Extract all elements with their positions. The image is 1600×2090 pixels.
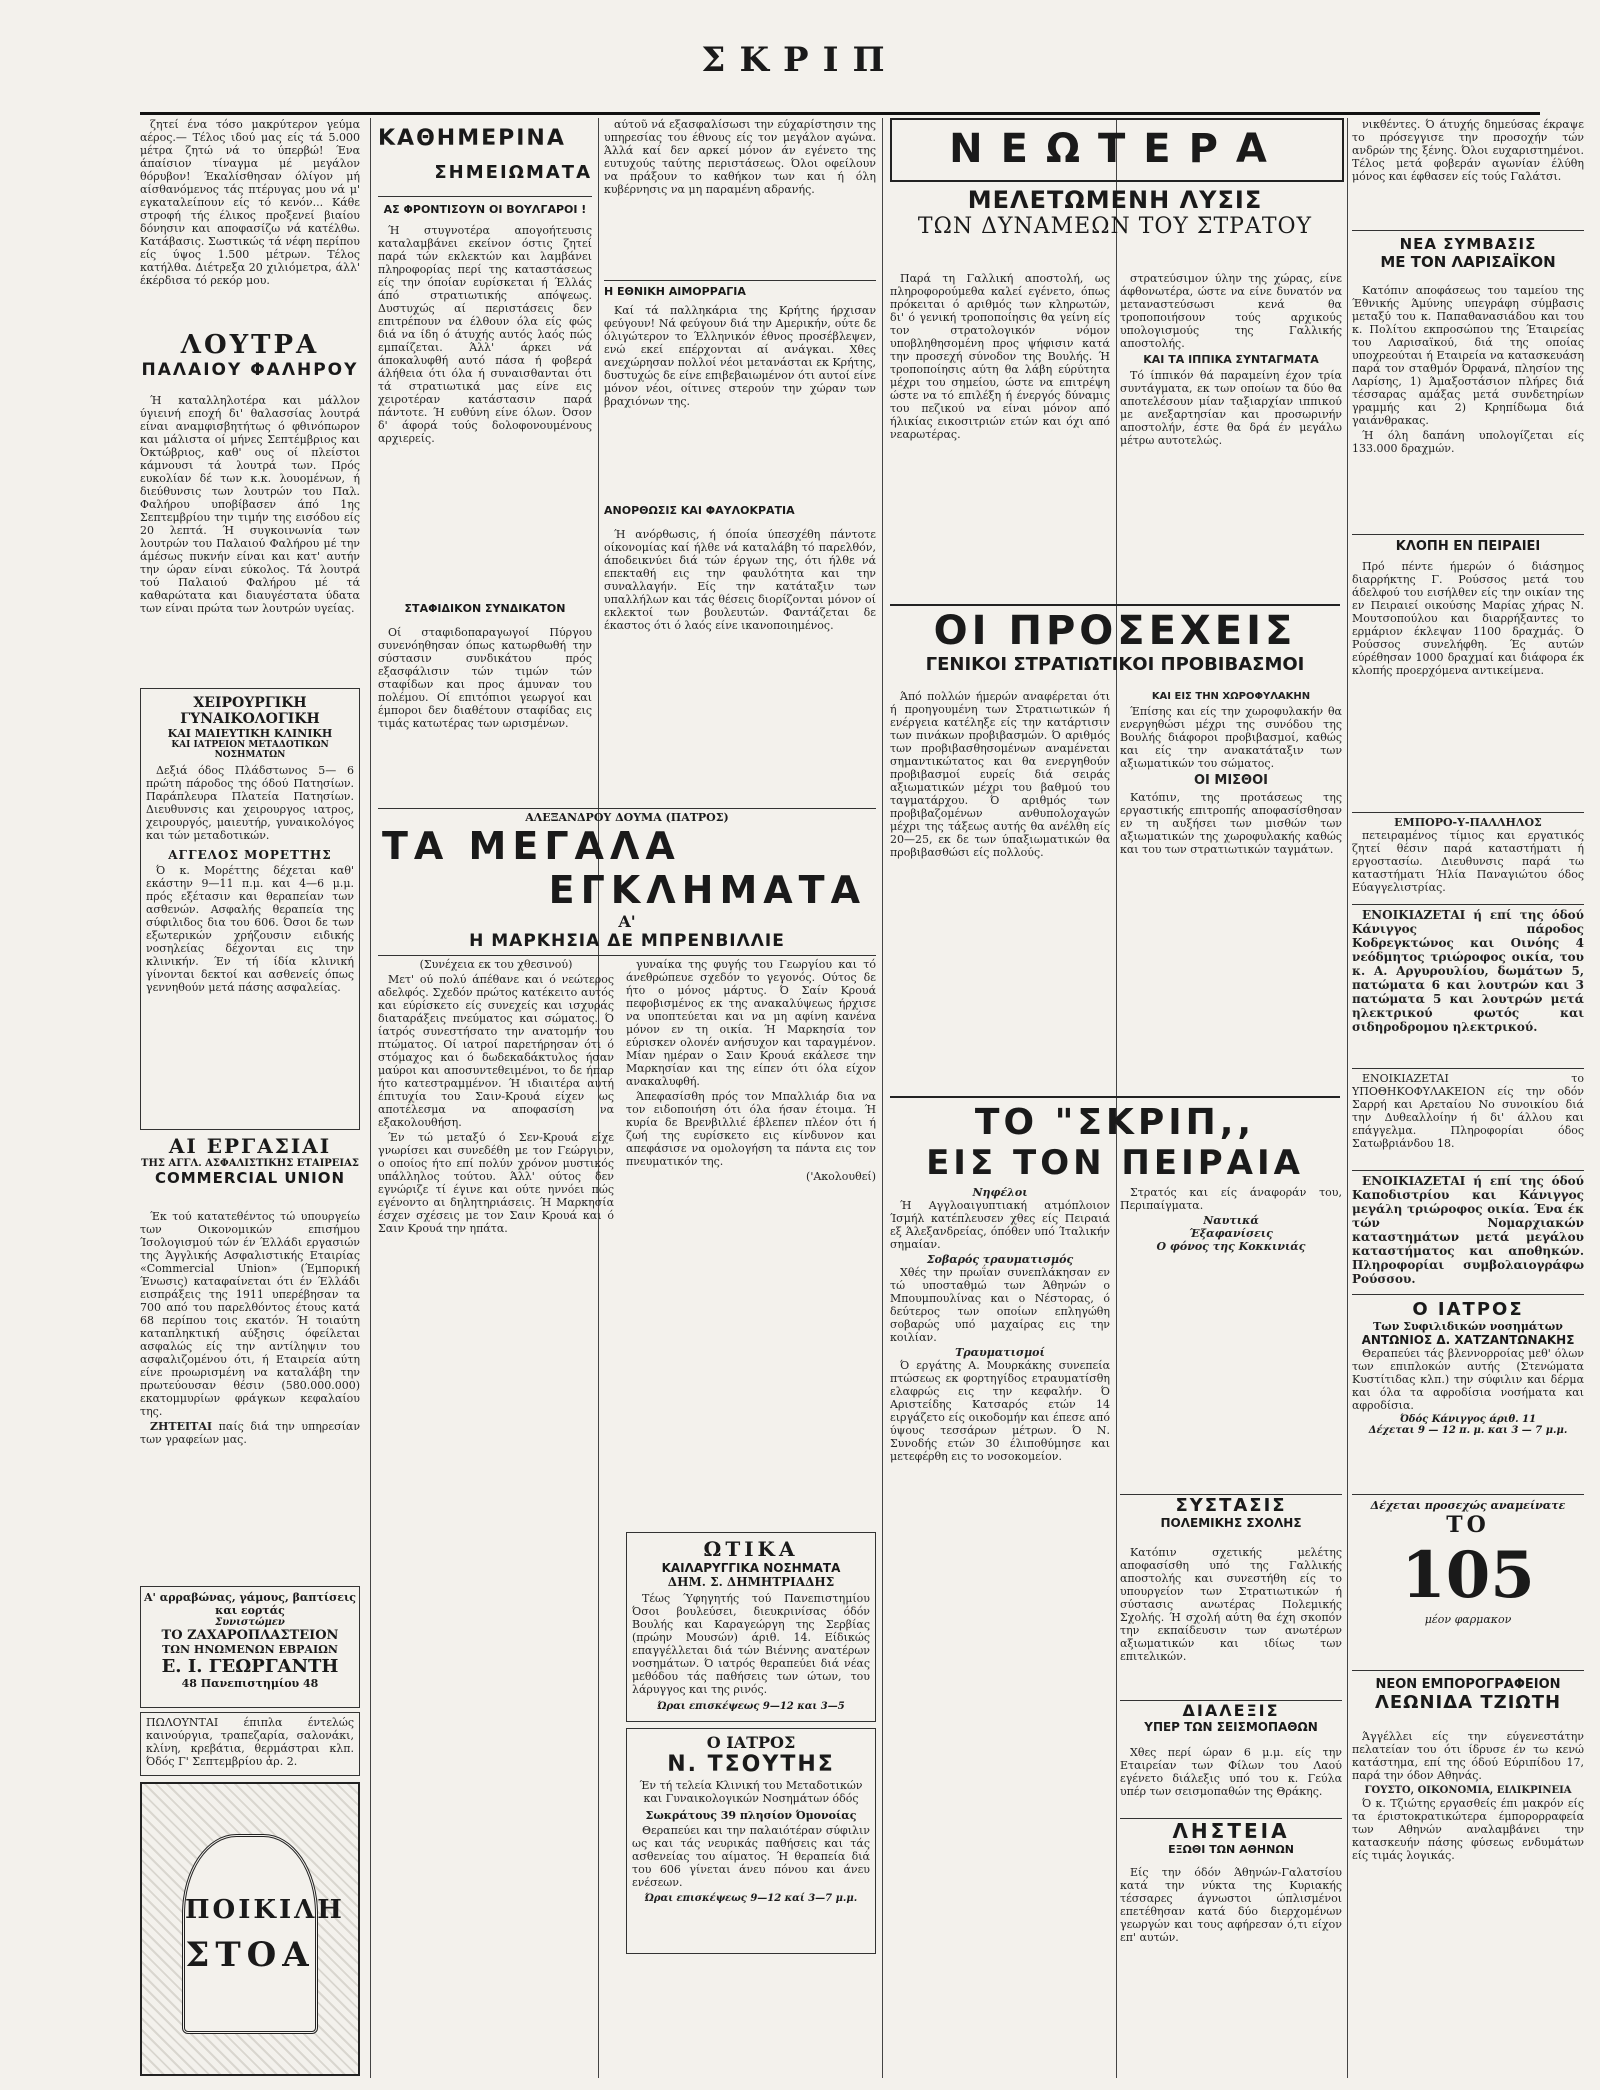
sea-label: Ναυτικά [1203,1214,1259,1227]
school-text: Κατόπιν σχετικής μελέτης αποφασίσθη υπό της Γαλλικής αποστολής και συνεστήθη είς το υπουργείον των Στρατιωτικών ή σύστασις ανωτέρας Πολεμικής Σχολής. Ή σχολή αύτη θα έχη σκοπόν την εκπαίδευσιν των ανωτέρων αξιωματικών και ιδίως των επιτελικών. [1120,1546,1342,1663]
notes-title: ΣΗΜΕΙΩΜΑΤΑ [434,162,592,183]
raisin-article [378,626,592,806]
wounded-label: Σοβαρός τραυματισμός [926,1253,1074,1266]
cafe-sub: ΤΩΝ ΗΝΩΜΕΝΩΝ ΕΒΡΑΙΩΝ [162,1643,338,1656]
newspaper-name: ΣΚΡΙΠ [701,40,899,80]
surgery-doctor-name: ΑΓΓΕΛΟΣ ΜΟΡΕΤΤΗΣ [168,848,332,862]
baths-article [140,394,360,684]
robbery-article [1120,1866,1342,1956]
blood-title: Η ΕΘΝΙΚΗ ΑΙΜΟΡΡΑΓΙΑ [604,285,746,298]
blood-article [604,304,876,500]
deal-text: Κατόπιν αποφάσεως του ταμείου της Έθνικής Άμύνης υπεγράφη σύμβασις μεταξύ του κ. Παπαθανασιάδου και του κ. Πολίτου εκπροσώπου της Έταιρείας του Λαρισαϊκού, διά της οποίας υποχρεούται ή Εταιρεία να κατασκευάση παρά τον σταθμόν Όρφανά, πλησίον της Λαρίσης, 1) Άμαξοστάσιον πλήρες διά τέσσαρας αμάξας μετά συνδετηρίων γραμμής και 2) Κρηπίδωμα διά γαιάνθρακας. [1352,284,1584,427]
study-text-b: στρατεύσιμον ύλην της χώρας, είνε άφθονωτέρα, ώστε να είνε δυνατόν να μεταναστεύσωσι κενά θα τροποποιήσουν τούς αρχικούς υπολογισμούς της Γαλλικής αποστολής. [1120,272,1342,350]
ent-doctor: ΔΗΜ. Σ. ΔΗΜΗΤΡΙΑΔΗΣ [667,1575,835,1589]
lecture-heading [1120,1700,1342,1745]
rent-ad-2 [1352,1068,1584,1167]
col6-top-article [1352,118,1584,228]
bread-text: Ή ανόρθωσις, ή όποία ύπεσχέθη πάντοτε οίκονομίας καί ήλθε νά καταλάβη τό παρελθόν, άποδεικνύει διά τών έργων της, ότι ήλθε νά επεκταθή εις την φαυλότητα και την συναλλαγήν. Είς την κατάταξιν των υπαλλήλων και τάς θέσεις διορίζονται μόνον οί εκλεκτοί των βουλευτών. Φαντάζεται δε έκαστος ότι ό λαός είνε ικανοποιημένος. [604,528,876,632]
blood-text: Καί τά παλληκάρια της Κρήτης ήρχισαν φεύγουν! Νά φεύγουν διά την Αμερικήν, ούτε δε όλιγώτερον το Έλληνικόν έθνος προσέβλεψεν, ενώ εκεί επέρχονται αί ανάγκαι. Χθες ανεχώρησαν πολλοί νέοι μετανάσται εκ Κρήτης, δυστυχώς δε είνε επιβεβαιωμένον ότι αυτοί είνε μόνον νέοι, οίτινες στερούν την χώραν των βραχιόνων της. [604,304,876,408]
study-article-left [890,272,1110,598]
raisin-heading [378,602,592,624]
works-sub: ΤΗΣ ΑΓΓΛ. ΑΣΦΑΛΙΣΤΙΚΗΣ ΕΤΑΙΡΕΙΑΣ [141,1158,359,1169]
deal-sub: ΜΕ ΤΟΝ ΛΑΡΙΣΑΪΚΟΝ [1380,253,1556,271]
study-text-a: Παρά τη Γαλλική αποστολή, ως πληροφορούμεθα καλεί εγένετο, όπως πρόκειται ό αριθμός των κληρωτών, δι' ό γενική τροποποίησις θα γείνη είς τον στρατολογικόν νόμον υποβληθησομένη προς ψήφισιν κατά την προσεχή σύνοδον της Βουλής. Ή τροποποίησις αύτη θα λάβη εύρύτητα μέχρι του σημείου, ώστε να επιτρέψη ώστε να τό επιλέξη ή ένεργός δύναμις του πεζικού να είναι μόνον από ήλικίας εικοσιτριών ετών και όχι από νεαρωτέρας. [890,272,1110,441]
cafe-address: 48 Πανεπιστημίου 48 [181,1677,319,1690]
agency-list: ΓΟΥΣΤΟ, ΟΙΚΟΝΟΜΙΑ, ΕΙΛΙΚΡΙΝΕΙΑ [1364,1785,1572,1796]
novel-text-a: Μετ' ού πολύ άπέθανε και ό νεώτερος αδελφός. Σχεδόν πρώτος κατέκειτο αυτός και εύρίσκετο είς συνεχείς και ισχυράς διαταράξεις πνεύματος και σώματος. Ό ίατρός συνεστήσατο την ανατομήν του πτώματος. Οί ιατροί παρετήρησαν ότι ό στόμαχος και ό δωδεκαδάκτυλος ήσαν μαύροι και αποσυντεθειμένοι, το δε ήπαρ ήτο κατεστραμμένον. Ή ιδιαιτέρα αυτή έπιτυχία του Σαιν-Κρουά είχεν ως αποτέλεσμα να αποφασίση να εξακολουθήση. [378,973,614,1129]
deal-article [1352,284,1584,530]
works-title: ΑΙ ΕΡΓΑΣΙΑΙ [168,1134,332,1158]
news-text: Ή Αγγλοαιγυπτιακή ατμόπλοιον Ίσμήλ κατέπλευσεν χθες είς Πειραιά εξ Άλεξανδρείας, όπόθεν υπό Ίταλικήν σημαίαν. [890,1199,1110,1251]
works-article [140,1210,360,1580]
theft-heading [1352,534,1584,557]
rent-ad-1 [1352,904,1584,1065]
tsoutis-hours: Ώραι επισκέψεως 9—12 καί 3—7 μ.μ. [644,1893,858,1904]
school-article [1120,1546,1342,1696]
agency-text: Άγγέλλει είς την εύγενεστάτην πελατείαν του ότι ίδρυσε έν τω κενώ κατάστημα, επί της όδού Εύριπίδου 17, παρά την όδον Αθηνάς. [1352,1730,1584,1782]
pharm-text: Δέχεται προσεχώς αναμείνατε [1370,1499,1566,1512]
daily-title: ΚΑΘΗΜΕΡΙΝΑ [378,126,566,151]
ent-text: Τέως Ύφηγητής τού Πανεπιστημίου Όσοι βουλεύσει, διευκρινίσας όδόν Βουλής και Καραγεώργη της Σερβίας (πρώην Μουσών) άριθ. 14. Είδικώς επαγγέλλεται διά τών Βιέννης ανατέρων νοσημάτων. Ό ιατρός θεραπεύει διά νέας μεθόδου τάς παθήσεις των ώτων, του λάρυγγος και της ρινός. [632,1592,870,1696]
fire-label: Έξαφανίσεις [1189,1227,1273,1240]
bread-title: ΑΝΟΡΘΩΣΙΣ ΚΑΙ ΦΑΥΛΟΚΡΑΤΙΑ [604,504,795,517]
column-1 [140,118,360,2078]
gendarmerie-title: ΚΑΙ ΕΙΣ ΤΗΝ ΧΩΡΟΦΥΛΑΚΗΝ [1151,691,1311,702]
novel-author: ΑΛΕΞΑΝΔΡΟΥ ΔΟΥΜΑ (ΠΑΤΡΟΣ) [378,808,876,824]
baths-subtitle: ΠΑΛΑΙΟΥ ΦΑΛΗΡΟΥ [141,360,359,380]
novel-text-b: Έν τώ μεταξύ ό Σεν-Κρουά είχε γνωρίσει και συνεδέθη με τον Γεώργιον, ο οποίος ήτο επί πολύν χρόνον μυστικός υπάλληλος τούτου. Άλλ' ούτος δεν εγνώριζε τί έγινε και ούτε ηννόει πώς εγένοντο αι δηλητηριάσεις. Ή Μαρκησία έσχεν σχέσεις με τον Σαιν Κρουά και ό Σαιν Κρουά την ηπάτα. [378,1131,614,1235]
promotions-heading [890,604,1340,686]
dr-text: Θεραπεύει τάς βλεννορροίας μεθ' όλων των επιπλοκών αυτής (Στενώματα Κυστίτιδας κλπ.) την σύφιλιν και δέρμα και όλα τα αφροδίσια νοσήματα και αφροδίσια. [1352,1347,1584,1412]
theft-text: Πρό πέντε ήμερών ό διάσημος διαρρήκτης Γ. Ρούσσος μετά του άδελφού του εισήλθεν είς την οικίαν της εν Πειραιεί οικούσης Μαρίας χήρας Ν. Μουτσοπούλου και διαρρήξαντες το ερμάριον έκλεψαν 1100 δραχμάς. Ό Ρούσσος συνελήφθη. Ές αυτών εύρέθησαν 1000 δραχμαί και διάφορα έκ κλοπής προερχόμενα αντικείμενα. [1352,560,1584,677]
skrip-piraeus-sub: ΕΙΣ ΤΟΝ ΠΕΙΡΑΙΑ [926,1143,1304,1182]
robbery-sub: ΕΞΩΘΙ ΤΩΝ ΑΘΗΝΩΝ [1168,1843,1294,1856]
gendarmerie-text: Έπίσης και είς την χωροφυλακήν θα ενεργηθώσι μέχρι της συνόδου της Βουλής διάφοροι προβιβασμοί, καθώς και είς την ανακατάταξιν των αξιωματικών του σώματος. [1120,705,1342,770]
dr-name: ΑΝΤΩΝΙΟΣ Δ. ΧΑΤΖΑΝΤΩΝΑΚΗΣ [1361,1333,1575,1347]
ent-sub: ΚΑΙΛΑΡΥΓΓΙΚΑ ΝΟΣΗΜΑΤΑ [661,1561,841,1575]
surgery-text2: Ό κ. Μορέττης δέχεται καθ' εκάστην 9—11 π.μ. και 4—6 μ.μ. πρός εξέτασιν και θεραπείαν των ασθενών. Ασφαλής θεραπεία της σύφιλιδος δια του 606. Όσοι δε των εξωτερικών χρήζουσιν ειδικής νοσηλείας δέχονται εις την κλινικήν. Έν τή ίδία κλινική γίνονται δεκτοί και ασθενείς όπως γεννηθούν μετά πάσης ασφαλείας. [146,864,354,994]
novel-subtitle: Η ΜΑΡΚΗΣΙΑ ΔΕ ΜΠΡΕΝΒΙΛΛΙΕ [469,931,785,951]
deal-cost: Ή όλη δαπάνη υπολογίζεται είς 133.000 δραχμών. [1352,429,1584,455]
agency-heading [1352,1670,1584,1727]
sale-ad [140,1712,360,1776]
promotions-article [890,690,1110,1090]
tsoutis-text1: Έν τή τελεία Κλινική του Μεταδοτικών και Γυναικολογικών Νοσημάτων όδός [639,1779,863,1805]
study-title: ΜΕΛΕΤΩΜΕΝΗ ΛΥΣΙΣ [967,186,1263,214]
rent-ad-3 [1352,1170,1584,1291]
deal-title: ΝΕΑ ΣΥΜΒΑΣΙΣ [1399,235,1537,253]
deal-heading [1352,230,1584,283]
bulgarians-article [378,224,592,596]
tsoutis-text2: Σωκράτους 39 πλησίον Όμονοίας [645,1809,857,1822]
works-company-name: COMMERCIAL UNION [154,1169,345,1187]
novel-title2: ΕΓΚΛΗΜΑΤΑ [548,868,866,912]
surgery-title: ΧΕΙΡΟΥΡΓΙΚΗ ΓΥΝΑΙΚΟΛΟΓΙΚΗ [180,695,320,727]
cavalry-text: Τό ίππικόν θά παραμείνη έχον τρία συντάγματα, εκ των οποίων τα δύο θα αποτελέσουν μίαν ταξιαρχίαν ιππικού με ανεξαρτησίαν και προσωρινήν αποστολήν, έστε θα δρά έν μεγάλω μέτρω αυτοτελώς. [1120,369,1342,447]
skrip-piraeus-heading [890,1096,1340,1182]
intro-text: ζητεί ένα τόσο μακρύτερον γεύμα αέρος.— Τέλος ιδού μας είς τά 5.000 μέτρα ζητώ νά το ύπερβώ! Ένα άπαίσιον τίναγμα μέ μεγάλον θόρυβον! Έκαλίσθησαν όλίγον μή αίσθανόμενος τάς πτέρυγας μου νά μ' εγκαταλείπουν είς τό κενόν... Κάθε στροφή τής έλικος προξενεί βιαίου δόνησιν και αποφασίζω νά κατέλθω. Κατάβασις. Σωστικώς τά νέφη περίπου είς ύψος 1.500 μέτρων. Τέλος κατήλθα. Διέτρεξα 20 χιλιόμετρα, άλλ' έκέρδισα τό ρεκόρ μου. [140,118,360,287]
tsoutis-name: Ν. ΤΣΟΥΤΗΣ [667,1752,835,1777]
surgery-sub1: ΚΑΙ ΜΑΙΕΥΤΙΚΗ ΚΛΙΝΙΚΗ [167,727,333,740]
baths-text: Ή καταλληλοτέρα και μάλλον ύγιεινή εποχή δι' θαλασσίας λουτρά είναι αναμφισβητήτως ό φθινόπωρον και μάλιστα οί μήνες Σεπτέμβριος και Όκτώβριος, καθ' ους οί πλείστοι κάμνουσι τά λουτρά των. Πρός ευκολίαν δέ των κ.κ. λουομένων, ή διεύθυνσις των λουτρών του Παλ. Φαλήρου υποβίβασεν άπό 1ης Σεπτεμβρίου την τιμήν της εισόδου είς 20 λεπτά. Ή συγκοινωνία των λουτρών του Παλαιού Φαλήρου μέ την άμέσως πυκνήν είναι και κατ' αυτήν την ώραν είναι εύκολος. Τά λουτρά τού Παλαιού Φαλήρου μέ τά καθαρώτατα και διαυγέστατα ύδατα των είναι πρώτα των λουτρών υγείας. [140,394,360,615]
intro-article [140,118,360,328]
murder-label: Ο φόνος της Κοκκινιάς [1156,1240,1306,1253]
notes-heading [378,162,592,190]
cafe-name: ΤΟ ΖΑΧΑΡΟΠΛΑΣΤΕΙΟΝ [161,1628,339,1643]
bread-heading [604,504,876,526]
work-label: Τραυματισμοί [955,1346,1045,1359]
promotions-title: ΟΙ ΠΡΟΣΕΧΕΙΣ [933,608,1297,654]
cafe-text2: Συνιστώμεν [215,1617,285,1628]
school-heading [1120,1494,1342,1543]
rent1-text: ΕΝΟΙΚΙΑΖΕΤΑΙ ή επί της όδού Κάνιγγος πάροδος Κοδρεγκτώνος και Οινόης 4 νεόδμητος τριώροφος οικία, του κ. Α. Αργυρουλίου, δωμάτων 5, πατώματα 6 και λουτρών και 3 πατώματα 5 και λουτρών μετά ηλεκτρικού φωτός και σιδηροδρομου ηλεκτρικού. [1352,908,1584,1034]
theft-article [1352,560,1584,808]
cafe-owner: Ε. Ι. ΓΕΩΡΓΑΝΤΗ [161,1656,339,1677]
pharm-number: 105 [1401,1538,1535,1613]
gendarmerie-article [1120,690,1342,1090]
poikili-stoa-ornament [140,1782,360,2076]
surgery-text: Δεξιά όδος Πλάδστωνος 5— 6 πρώτη πάροδος της όδού Πατησίων. Παράπλευρα Πλατεία Πατησίων. Διευθυνσις και χειρουργος ιατρος, χειρουργός, μαιευτήρ, γυναικολόγος και τών μεταδοτικών. [146,764,354,842]
cafe-text1: Α' αρραβώνας, γάμους, βαπτίσεις και εορτάς [144,1591,356,1617]
lecture-article [1120,1746,1342,1812]
school-sub: ΠΟΛΕΜΙΚΗΣ ΣΧΟΛΗΣ [1160,1516,1302,1530]
wounded-text: Χθές την πρωΐαν συνεπλάκησαν εν τώ υποσταθμώ των Άθηνών ο Μπουμπουλίνας και ο Νέστορας, ό δεύτερος των οποίων επληγώθη σοβαρώς υπό μαχαίρας εις την κοιλίαν. [890,1266,1110,1344]
clerk-text: πετειραμένος τίμιος και εργατικός ζητεί θέσιν παρά καταστήματι ή εργοστασίω. Διευθυνσις παρά τω καταστήματι Ήλία Παναγιώτου όδος Εύαγγελιστρίας. [1352,829,1584,894]
pay-title: ΟΙ ΜΙΣΘΟΙ [1193,773,1268,788]
pharm-to: ΤΟ [1446,1512,1490,1538]
agency-title: ΝΕΟΝ ΕΜΠΟΡΟΓΡΑΦΕΙΟΝ [1375,1677,1561,1692]
syphilis-doctor-ad [1352,1294,1584,1491]
lecture-text: Χθες περί ώραν 6 μ.μ. είς την Εταιρείαν των Φίλων του Λαού εγένετο διάλεξις υπό του κ. Γεύλα υπέρ των σεισμοπαθών της Θράκης. [1120,1746,1342,1798]
column-6 [1352,118,1584,2078]
tsoutis-label: Ο ΙΑΤΡΟΣ [706,1733,796,1752]
surgery-ad [140,688,360,1130]
novel-text-c: γυναίκα της φυγής του Γεωργίου και τό άνεθρώπευε σχεδόν το γεγονός. Ούτος δε ήτο ο μόνος μάρτυς. Ό Σαίν Κρουά πεφοβισμένος εκ της ανακαλύψεως ήρχισε να υποπτεύεται και να μη αφίνη κανένα μόνον εν τη οικία. Ή Μαρκησία τον εύρισκεν ολονέν ανήσυχον και ταραγμένον. Μίαν ημέραν ο Σαιν Κρουά εκάλεσε την Μαρκησίαν και της είπεν ότι όλα είχον ανακαλυφθή. [626,958,876,1088]
skrip-piraeus-title: ΤΟ "ΣΚΡΙΠ,, [974,1102,1256,1143]
novel-part: Α' [618,912,636,931]
ornament-line1: ΠΟΙΚΙΛΗ [185,1895,345,1925]
bulgarians-title: ΑΣ ΦΡΟΝΤΙΣΟΥΝ ΟΙ ΒΟΥΛΓΑΡΟΙ ! [383,203,587,216]
top-article [604,118,876,278]
pharm-sub: μέον φαρμακον [1424,1613,1512,1626]
lecture-title: ΔΙΑΛΕΞΙΣ [1182,1701,1280,1720]
clerk-title: ΕΜΠΟΡΟ-Υ-ΠΑΛΛΗΛΟΣ [1394,816,1542,829]
news-banner [890,118,1344,182]
novel-right-column [626,958,876,1518]
confectionery-ad [140,1586,360,1708]
study-heading [890,186,1340,266]
masthead [0,0,1600,118]
dr-label: Ο ΙΑΤΡΟΣ [1412,1299,1524,1320]
ent-hours: Ώραι επισκέψεως 9—12 και 3—5 [657,1701,845,1712]
bread-article [604,528,876,798]
novel-cont: (Συνέχεια εκ του χθεσινού) [419,958,573,971]
works-heading [140,1134,360,1206]
sale-text: ΠΩΛΟΥΝΤΑΙ έπιπλα έντελώς καινούργια, τραπεζαρία, σαλονάκι, κλίνη, κρεβάτια, θερμάστραι κλπ. Όδός Γ' Σεπτεμβρίου ἀρ. 2. [146,1716,354,1768]
piraeus-news-right [1120,1186,1342,1486]
cavalry-title: ΚΑΙ ΤΑ ΙΠΠΙΚΑ ΣΥΝΤΑΓΜΑΤΑ [1143,353,1319,366]
robbery-heading [1120,1818,1342,1863]
agency-article [1352,1730,1584,2070]
study-article-right [1120,272,1342,598]
blood-heading [604,280,876,303]
column-rule [370,118,371,2078]
news-label: Νηφέλοι [972,1186,1028,1199]
rent2-text: ΕΝΟΙΚΙΑΖΕΤΑΙ το ΥΠΟΘΗΚΟΦΥΛΑΚΕΙΟΝ είς την οδόν Σαρρή και Αρεταίου Νο συνοικίου διά την Δυθεαλλοίην ή δι' άλλου και επάγγελμα. Πληροφορίαι όδος Σατωβριάνδου 18. [1352,1072,1584,1150]
theft-title: ΚΛΟΠΗ ΕΝ ΠΕΙΡΑΙΕΙ [1395,539,1541,554]
top-text: αύτοῦ νά εξασφαλίσωσι την εύχαρίστησιν της υπηρεσίας του έθνους είς τον μεγάλον αγώνα. Άλλά καί δεν αρκεί μόνον άν εγένετο της ευτυχούς ταύτης περιστάσεως. Όλοι οφείλουν να πράξουν το καθήκον των και ή όλη κυβέρνησις να μη παραμένη αδρανής. [604,118,876,196]
col6-top-text: νικθέντες. Ό άτυχής δημεύσας έκραψε το πρόσεγγισε την προσοχήν τών ανδρών της ξένης. Όλοι ευχαριστημένοι. Τέλος μετά φοβεράν αγωνίαν έλύθη μόνος και έφθασεν είς τούς Γαλάτσι. [1352,118,1584,183]
news-title: ΝΕΩΤΕΡΑ [949,126,1285,172]
ent-ad [626,1532,876,1722]
promotions-sub: ΓΕΝΙΚΟΙ ΣΤΡΑΤΙΩΤΙΚΟΙ ΠΡΟΒΙΒΑΣΜΟΙ [925,654,1305,675]
bulgarians-text: Ή στυγνοτέρα απογοήτευσις καταλαμβάνει εκείνον όστις ζητεί παρά τών εκλεκτών και λαμβάνει πληροφορίας περί της καταστάσεως είς την όποίαν ευρίσκεται ή Έλλάς άπό στρατιωτικής απόψεως. Δυστυχώς αί περιστάσεις δεν επιτρέπουν να έλθουν όλα είς φώς διά να ίδη ό άτυχής αυτός λαός πώς εμπαίζεται. Άλλ' άρκει νά άποκαλυφθή αυτό πάσα ή φοβερά άλήθεια ότι όλα ή συναισθανται ότι τά στρατιωτικά μας είνε εις χειροτέραν κατάστασιν παρά πάντοτε. Ή ευθύνη είνε όλων. Όσον δ' άφορά τούς δολοφονουμένους αρχιερείς. [378,224,592,445]
bulgarians-heading [378,196,592,221]
school-title: ΣΥΣΤΑΣΙΣ [1175,1495,1287,1516]
robbery-title: ΛΗΣΤΕΙΑ [1172,1819,1290,1843]
piraeus-news-left [890,1186,1110,1956]
raisin-title: ΣΤΑΦΙΔΙΚΟΝ ΣΥΝΔΙΚΑΤΟΝ [404,602,566,615]
dr-hours: Δέχεται 9 — 12 π. μ. και 3 — 7 μ.μ. [1368,1425,1568,1436]
dr-address: Όδός Κάνιγγος άριθ. 11 [1399,1414,1537,1425]
agency-name: ΛΕΩΝΙΔΑ ΤΖΙΩΤΗ [1374,1692,1562,1713]
wanted-text: παίς διά την υπηρεσίαν των γραφείων μας. [140,1420,360,1446]
rent3-text: ΕΝΟΙΚΙΑΖΕΤΑΙ ή επί της όδού Καποδιστρίου και Κάνιγγος μεγάλη τριώροφος οικία. Ένα έκ τών Νομαρχιακών καταστημάτων μετά μεγάλου καταστήματος και αποθηκών. Πληροφορίαι συμβολαιογράφω Ρούσσου. [1352,1174,1584,1286]
masthead-rule [140,112,1540,115]
daily-heading [378,126,592,160]
column-rule [882,118,883,2078]
works-text: Έκ τού κατατεθέντος τώ υπουργείω των Οικονομικών επισήμου Ίσολογισμού τών έν Έλλάδι εργασιών της Άγγλικής Ασφαλιστικής Εταιρίας «Commercial Union» (Έμπορική Ένωσις) καταφαίνεται ότι έν Έλλάδι εισπράξεις της 1911 υπερέβησαν τα 700 από του παρελθόντος έτους κατά 68 περίπου τοις εκατόν. Ή τοιαύτη καταπληκτική αύξησις όφείλεται ασφαλώς είς την αντίληψιν του ασφαλιζομένου ότι, ή Εταιρεία αύτη είνε προωρισμένη να καταλάβη την πρωτεύουσαν θέσιν (580.000.000) εκατομμυρίων φράγκων κεφαλαίου της. [140,1210,360,1418]
ent-title: ΩΤΙΚΑ [703,1537,799,1561]
tsoutis-ad [626,1728,876,1954]
dr-sub: Των Συφιλιδικών νοσημάτων [1373,1320,1563,1333]
study-sub: ΤΩΝ ΔΥΝΑΜΕΩΝ ΤΟΥ ΣΤΡΑΤΟΥ [917,214,1313,239]
baths-heading [140,330,360,390]
surgery-sub2: ΚΑΙ ΙΑΤΡΕΙΟΝ ΜΕΤΑΔΟΤΙΚΩΝ ΝΟΣΗΜΑΤΩΝ [171,740,329,760]
wanted-label: ΖΗΤΕΙΤΑΙ [150,1420,213,1433]
robbery-text: Είς την όδόν Άθηνών-Γαλατσίου κατά την νύκτα της Κυριακής τέσσαρες άγνωστοι ώπλισμένοι επετέθησαν κατά δύο διερχομένων γεωργών και τους αφήρεσαν ό,τι είχον επ' αυτών. [1120,1866,1342,1944]
agency-text2: Ό κ. Τζιώτης εργασθείς έπι μακρόν είς τα έριστοκρατικώτερα έμπορορραφεία των Αθηνών αναλαμβάνει την κατασκευήν πάσης φύσεως ενδυμάτων είς τιμάς λογικάς. [1352,1797,1584,1862]
promotions-text: Άπό πολλών ήμερών αναφέρεται ότι ή προηγουμένη των Στρατιωτικών ή ενέργεια κατέληξε είς την κατάρτισιν των πινάκων προβιβασμών. Ό αριθμός των προβιβασθησομένων αναμένεται σημαντικώτατος και θα ενεργηθούν προβιβασμοί ευρείς διά σειράς αξιωματικών μέχρι του βαθμού του ταγματάρχου. Ό αριθμός των προβιβαζομένων ανθυπολοχαγών μέχρι της τάξεως αυτής θα ανέλθη είς 20—25, εκ δε των ύπαξιωματικών θα προβιβασθώσι είς πολλούς. [890,690,1110,859]
ornament-line2: ΣΤΟΑ [185,1935,315,1975]
ship-text: Στρατός και είς άναφοράν του, Περιπαίγματα. [1120,1186,1342,1212]
lecture-sub: ΥΠΕΡ ΤΩΝ ΣΕΙΣΜΟΠΑΘΩΝ [1144,1720,1318,1734]
pay-text: Κατόπιν, της προτάσεως της εργαστικής επιτροπής αποφασίσθησαν εν τη αυξήσει των μισθών των αξιωματικών της χωροφυλακής καθώς και του των στρατιωτικών ταγμάτων. [1120,791,1342,856]
novel-left-column [378,958,614,1948]
column-rule [1347,118,1348,2078]
pharmacy-ad [1352,1494,1584,1665]
novel-cont-end: ('Ακολουθεί) [806,1170,876,1183]
work-text: Ό εργάτης Α. Μουρκάκης συνεπεία πτώσεως εκ φορτηγίδος ετραυματίσθη ελαφρώς εις την κεφαλήν. Ό Αριστείδης Κατσαρός ετών 14 ειργάζετο είς οικοδομήν και έπεσε από ύψους τεσσάρων μέτρων. Ό Ν. Συνοδής ετών 30 έλιποθύμησε και μετεφέρθη εις το νοσοκομείον. [890,1359,1110,1463]
raisin-text: Οί σταφιδοπαραγωγοί Πύργου συνενόηθησαν όπως κατωρθωθή την σύστασιν συνδικάτου πρός εξασφάλισιν τών τιμών τών σταφίδων και προς άμυναν του πολέμου. Οί επιτόπιοι γεωργοί και έμποροι δεν διαθέτουν σταφίδας εις τιμάς κατωτέρας των ωρισμένων. [378,626,592,730]
baths-title: ΛΟΥΤΡΑ [180,330,320,360]
tsoutis-text3: Θεραπεύει και την παλαιότέραν σύφιλιν ως και τάς νευρικάς παθήσεις και τάς ασθενείας του αίματος. Ή θεραπεία διά του 606 γίνεται άνευ πόνου και άνευ ενέσεων. [632,1824,870,1889]
novel-title1: ΤΑ ΜΕΓΑΛΑ [382,824,681,868]
clerk-ad [1352,812,1584,899]
novel-text-d: Άπεφασίσθη πρός τον Μπαλλιάρ δια να τον ειδοποιήση ότι όλα ήσαν έτοιμα. Ή κυρία δε Βρενβιλλιέ έβλεπεν πλέον ότι ή ζωή της ευρίσκετο εις κίνδυνον και απεφάσισε να ομολογήση τα πάντα εις τον πνευματικόν της. [626,1090,876,1168]
